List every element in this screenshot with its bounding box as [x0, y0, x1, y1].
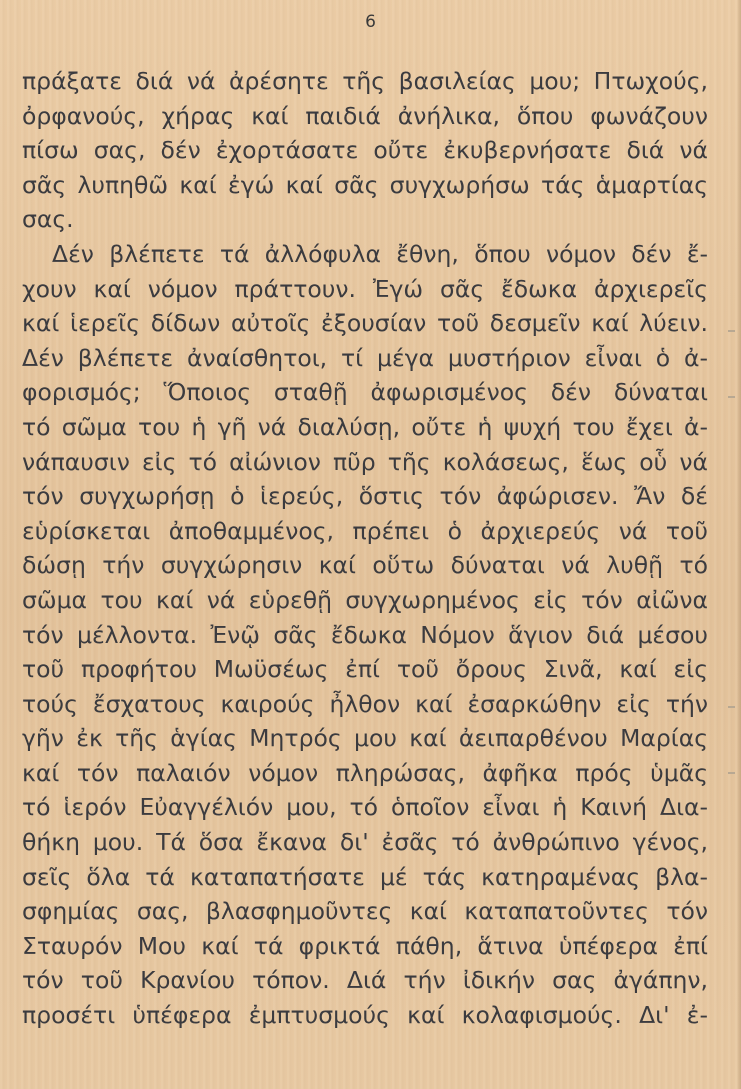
page-edge-mark	[728, 706, 735, 708]
text-line: καί ἱερεῖς δίδων αὐτοῖς ἐξουσίαν τοῦ δεσμεῖν καί λύειν.	[22, 309, 708, 338]
text-line: σῶμα του καί νά εὑρεθῇ συγχωρημένος εἰς τόν αἰῶνα	[22, 585, 708, 614]
text-line: σας.	[22, 205, 74, 234]
text-line: δώσῃ τήν συγχώρησιν καί οὕτω δύναται νά λυθῇ τό	[22, 551, 708, 580]
text-line: τό ἱερόν Εὐαγγέλιόν μου, τό ὁποῖον εἶναι ἡ Καινή Δια-	[22, 793, 708, 822]
text-line: σεῖς ὅλα τά καταπατήσατε μέ τάς κατηραμένας βλα-	[22, 862, 708, 891]
body-text	[22, 64, 708, 1033]
text-line: πράξατε διά νά ἀρέσητε τῆς βασιλείας μου; Πτωχούς,	[22, 67, 708, 95]
page-edge-shadow	[737, 0, 741, 1089]
text-line: θήκη μου. Τά ὅσα ἔκανα δι' ἐσᾶς τό ἀνθρώπινο γένος,	[22, 828, 708, 857]
page-edge-mark	[728, 772, 735, 774]
text-line: τόν μέλλοντα. Ἐνῷ σᾶς ἔδωκα Νόμον ἅγιον διά μέσου	[22, 620, 708, 649]
text-line: νάπαυσιν εἰς τό αἰώνιον πῦρ τῆς κολάσεως, ἕως οὗ νά	[22, 447, 708, 476]
text-line: σᾶς λυπηθῶ καί ἐγώ καί σᾶς συγχωρήσω τάς ἁμαρτίας	[22, 170, 708, 199]
text-line: Δέν βλέπετε ἀναίσθητοι, τί μέγα μυστήριον εἶναι ὁ ἀ-	[22, 343, 708, 372]
text-line: τό σῶμα του ἡ γῆ νά διαλύσῃ, οὔτε ἡ ψυχή του ἔχει ἀ-	[22, 412, 708, 441]
text-line: σφημίας σας, βλασφημοῦντες καί καταπατοῦντες τόν	[22, 897, 708, 926]
text-line: τούς ἔσχατους καιρούς ἦλθον καί ἐσαρκώθην εἰς τήν	[22, 689, 708, 718]
text-line: καί τόν παλαιόν νόμον πληρώσας, ἀφῆκα πρός ὑμᾶς	[22, 758, 708, 787]
page-edge-mark	[728, 330, 735, 332]
text-line: τόν συγχωρήσῃ ὁ ἱερεύς, ὅστις τόν ἀφώρισεν. Ἄν δέ	[22, 482, 708, 511]
text-line: προσέτι ὑπέφερα ἐμπτυσμούς καί κολαφισμούς. Δι' ἐ-	[22, 1001, 708, 1030]
text-line: φορισμός; Ὅποιος σταθῇ ἀφωρισμένος δέν δύναται	[22, 378, 708, 407]
text-line: χουν καί νόμον πράττουν. Ἐγώ σᾶς ἔδωκα ἀρχιερεῖς	[22, 274, 708, 303]
text-line: τόν τοῦ Κρανίου τόπον. Διά τήν ἰδικήν σας ἀγάπην,	[22, 966, 708, 995]
text-line: ὀρφανούς, χήρας καί παιδιά ἀνήλικα, ὅπου φωνάζουν	[22, 101, 708, 130]
page-number: 6	[365, 12, 376, 32]
text-line: Σταυρόν Μου καί τά φρικτά πάθη, ἅτινα ὑπέφερα ἐπί	[22, 931, 708, 960]
text-line: τοῦ προφήτου Μωϋσέως ἐπί τοῦ ὄρους Σινᾶ, καί εἰς	[22, 655, 708, 684]
text-line: εὑρίσκεται ἀποθαμμένος, πρέπει ὁ ἀρχιερεύς νά τοῦ	[22, 516, 708, 545]
text-line: Δέν βλέπετε τά ἀλλόφυλα ἔθνη, ὅπου νόμον δέν ἔ-	[52, 239, 708, 268]
text-line: πίσω σας, δέν ἐχορτάσατε οὔτε ἐκυβερνήσατε διά νά	[22, 136, 708, 165]
page-edge-mark	[728, 396, 735, 398]
text-line: γῆν ἐκ τῆς ἁγίας Μητρός μου καί ἀειπαρθένου Μαρίας	[22, 724, 708, 753]
